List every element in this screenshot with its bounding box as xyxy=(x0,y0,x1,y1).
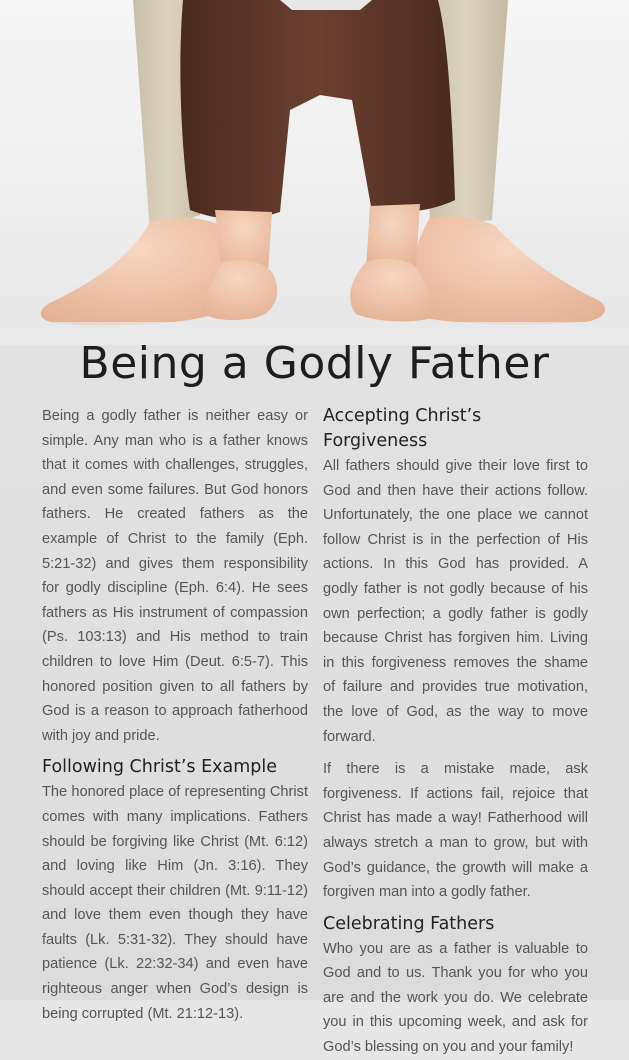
following-christ-heading: Following Christ’s Example xyxy=(42,757,278,778)
page-title: Being a Godly Father xyxy=(79,338,550,389)
celebrating-fathers-paragraph: Who you are as a father is valuable to God and to us. Thank you for who you are and the work you do. We celebrate you in this upcoming week, and ask for God’s blessing on you and your family! xyxy=(323,940,588,1056)
accepting-forgiveness-heading: Accepting Christ’s Forgiveness xyxy=(323,406,482,451)
left-column xyxy=(42,404,308,1026)
accepting-forgiveness-paragraph: All fathers should give their love first to God and then have their actions follow. Unfortunately, the one place we cannot follow Christ is in the perfection of His actions. In this God has provided. A godly father is not godly because of his own perfection; a godly father is godly because Christ has forgiven him. Living in this forgiveness removes the shame of failure and provides true motivation, the love of God, as the way to move forward. xyxy=(323,458,588,745)
mistake-forgiveness-paragraph: If there is a mistake made, ask forgiveness. If actions fail, rejoice that Christ has made a way! Fatherhood will always stretch a man to grow, but with God’s guidance, the growth will make a forgiven man into a godly father. xyxy=(323,761,588,901)
father-child-feet-photo xyxy=(0,0,629,345)
right-column xyxy=(323,404,588,1060)
celebrating-fathers-heading: Celebrating Fathers xyxy=(323,913,495,934)
intro-paragraph: Being a godly father is neither easy or simple. Any man who is a father knows that it comes with challenges, struggles, and even some failures. But God honors fathers. He created fathers as the example of Christ to the family (Eph. 5:21-32) and gives them responsibility for godly discipline (Eph. 6:4). He sees fathers as His instrument of compassion (Ps. 103:13) and His method to train children to love Him (Deut. 6:5-7). This honored position given to all fathers by God is a reason to approach fatherhood with joy and pride. xyxy=(42,408,308,744)
following-christ-paragraph: The honored place of representing Christ comes with many implications. Fathers should be forgiving like Christ (Mt. 6:12) and loving like Him (Jn. 3:16). They should accept their children (Mt. 9:11-12) and love them even though they have faults (Lk. 5:31-32). They should have patience (Lk. 22:32-34) and even have righteous anger when God’s design is being corrupted (Mt. 21:12-13). xyxy=(42,784,308,1022)
